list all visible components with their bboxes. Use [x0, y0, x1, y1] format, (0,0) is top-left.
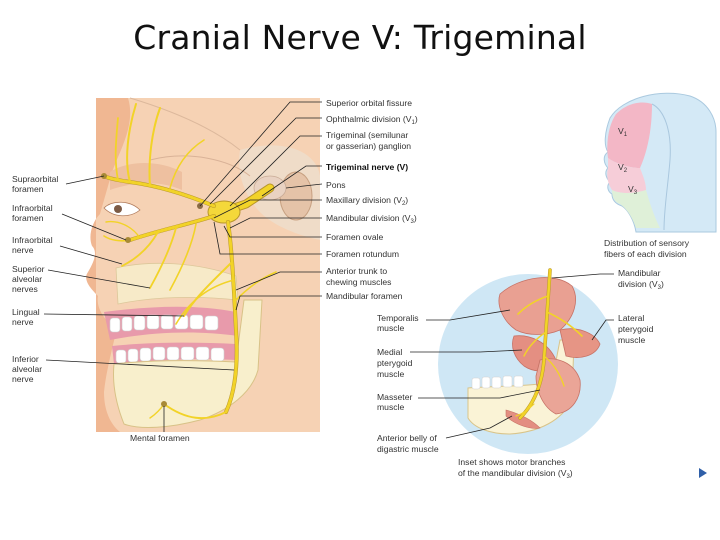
label-infraorbital-nerve-line2: nerve [12, 245, 34, 255]
label-anterior-trunk-line1: Anterior trunk to [326, 266, 388, 276]
label-v1: $V_1$ [618, 126, 628, 138]
label-infraorbital-nerve-line1: Infraorbital [12, 235, 53, 245]
label-ophthalmic-division: Ophthalmic division $(V_1)$ [326, 114, 418, 126]
label-lingual-line2: nerve [12, 317, 34, 327]
label-foramen-ovale: Foramen ovale [326, 232, 384, 242]
label-digastric-line2: digastric muscle [377, 444, 439, 454]
inset-jaw-caption-line2: of the mandibular division $(V_3)$ [458, 468, 573, 480]
label-v3: $V_3$ [628, 184, 638, 196]
label-maxillary-division: Maxillary division $(V_2)$ [326, 195, 409, 207]
label-inferior-alveolar-line3: nerve [12, 374, 34, 384]
label-v2: $V_2$ [618, 162, 628, 174]
label-temporalis-line2: muscle [377, 323, 405, 333]
label-inset-mandibular-line2: division $(V_3)$ [618, 279, 664, 291]
label-lateral-pterygoid-line1: Lateral [618, 313, 645, 323]
label-mandibular-division: Mandibular division $(V_3)$ [326, 213, 417, 225]
label-masseter-line1: Masseter [377, 392, 413, 402]
motor-branches-inset [377, 268, 664, 480]
label-superior-alveolar-line3: nerves [12, 284, 38, 294]
label-trigeminal-ganglion-line2: or gasserian) ganglion [326, 141, 412, 151]
label-superior-orbital-fissure: Superior orbital fissure [326, 98, 412, 108]
label-inferior-alveolar-line1: Inferior [12, 354, 39, 364]
inset-head-caption-line2: fibers of each division [604, 249, 687, 259]
label-temporalis-line1: Temporalis [377, 313, 419, 323]
label-infraorbital-foramen-line2: foramen [12, 213, 44, 223]
slide-title: Cranial Nerve V: Trigeminal [133, 18, 587, 57]
label-superior-alveolar-line1: Superior [12, 264, 45, 274]
label-lateral-pterygoid-line2: pterygoid [618, 324, 654, 334]
label-lingual-line1: Lingual [12, 307, 40, 317]
label-medial-pterygoid-line2: pterygoid [377, 358, 413, 368]
label-superior-alveolar-line2: alveolar [12, 274, 43, 284]
label-supraorbital-line2: foramen [12, 184, 44, 194]
inset-temporalis [499, 278, 576, 335]
inset-jaw-caption-line1: Inset shows motor branches [458, 457, 566, 467]
label-foramen-rotundum: Foramen rotundum [326, 249, 400, 259]
label-masseter-line2: muscle [377, 402, 405, 412]
label-medial-pterygoid-line3: muscle [377, 369, 405, 379]
head-illustration [86, 98, 320, 432]
inset-head-caption-line1: Distribution of sensory [604, 238, 690, 248]
label-infraorbital-foramen-line1: Infraorbital [12, 203, 53, 213]
label-mandibular-foramen: Mandibular foramen [326, 291, 403, 301]
label-mental-foramen: Mental foramen [130, 433, 190, 443]
label-inferior-alveolar-line2: alveolar [12, 364, 43, 374]
label-pons: Pons [326, 180, 346, 190]
label-digastric-line1: Anterior belly of [377, 433, 437, 443]
label-lateral-pterygoid-line3: muscle [618, 335, 646, 345]
ear [280, 172, 312, 220]
label-trigeminal-nerve: Trigeminal nerve (V) [326, 162, 409, 172]
label-anterior-trunk-line2: chewing muscles [326, 277, 392, 287]
sensory-distribution-inset [604, 92, 716, 259]
label-inset-mandibular-line1: Mandibular [618, 268, 661, 278]
label-trigeminal-ganglion-line1: Trigeminal (semilunar [326, 130, 409, 140]
label-medial-pterygoid-line1: Medial [377, 347, 403, 357]
label-supraorbital-line1: Supraorbital [12, 174, 59, 184]
next-slide-arrow-icon[interactable] [699, 468, 707, 478]
